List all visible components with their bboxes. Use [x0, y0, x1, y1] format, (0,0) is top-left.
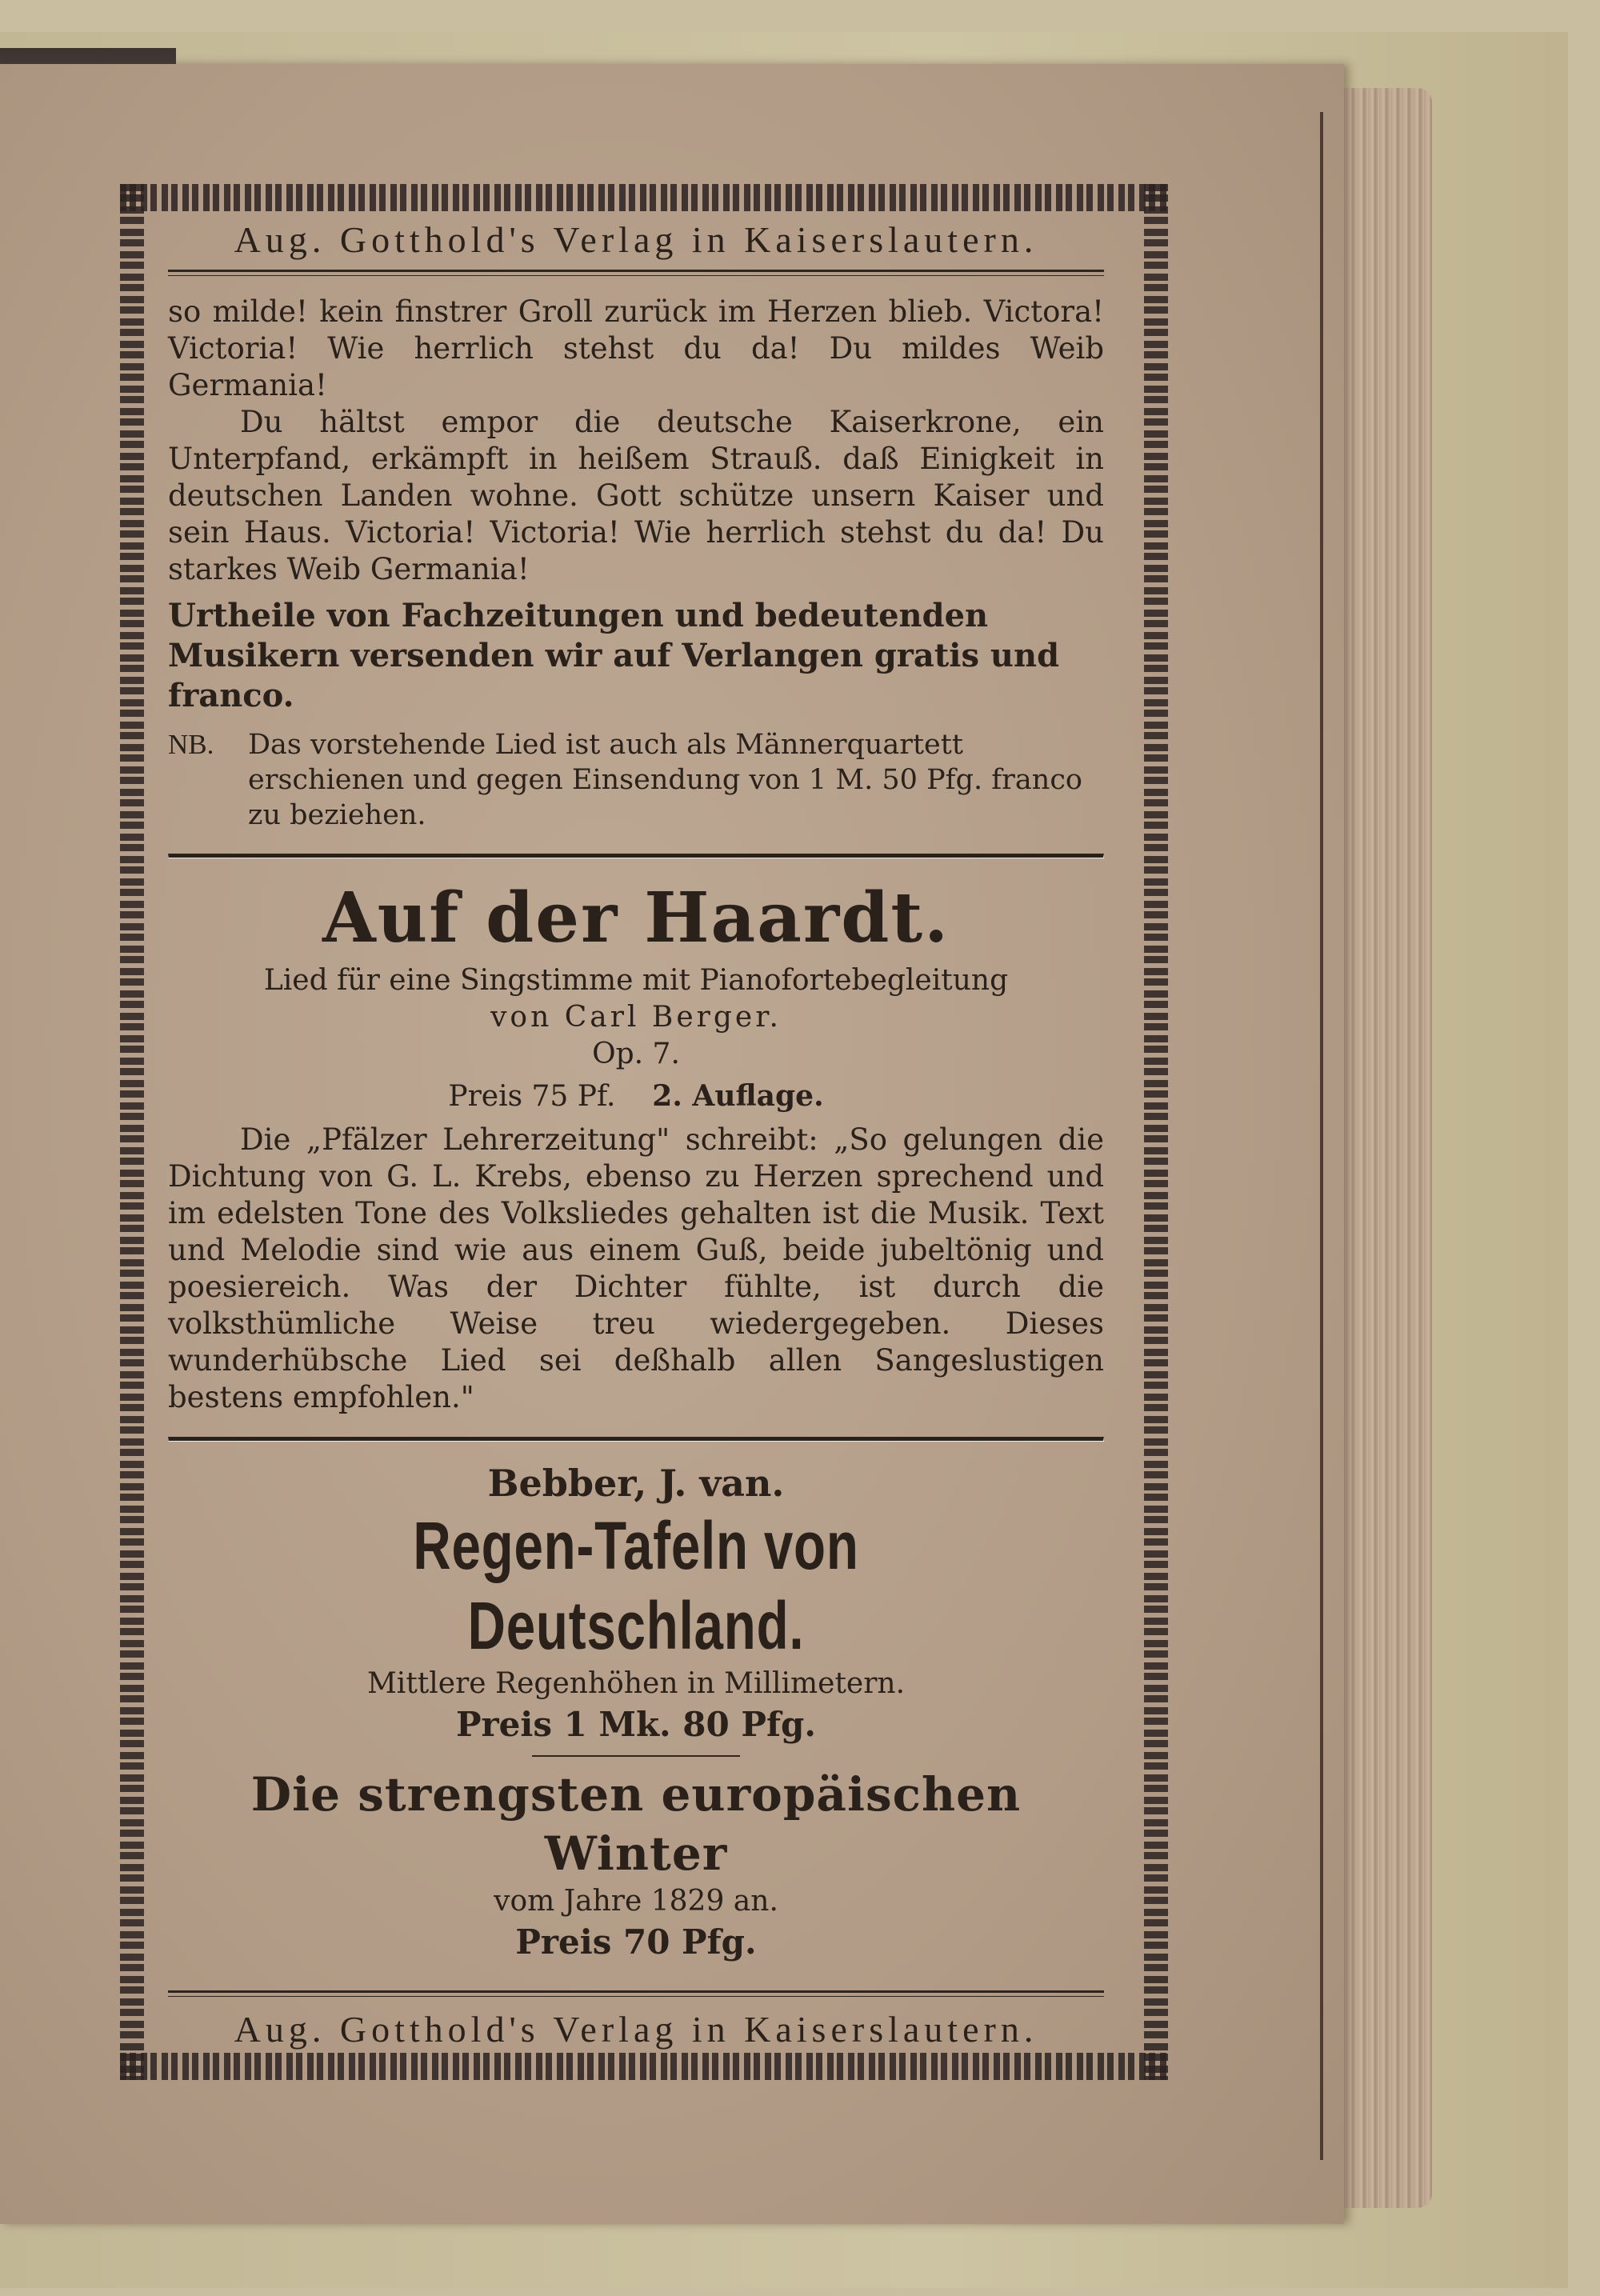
nb-note — [168, 727, 1104, 833]
winter-subtitle: vom Jahre 1829 an. — [494, 1885, 778, 1918]
winter-title: Die strengsten europäischen Winter — [250, 1767, 1022, 1881]
haardt-title: Auf der Haardt. — [322, 878, 950, 958]
reviews-note: Urtheile von Fachzeitungen und bedeutenden Musikern versenden wir auf Verlangen gratis und franco. — [168, 597, 1060, 714]
song-stanza-1: so milde! kein finstrer Groll zurück im Herzen blieb. Victora! Victoria! Wie herrlich stehst du da! Du mildes Weib Germania! — [168, 294, 1104, 402]
ornament-right-border — [1144, 184, 1168, 2080]
ornament-left-border — [120, 184, 144, 2080]
nb-text: Das vorstehende Lied ist auch als Männerquartett erschienen und gegen Einsendung von 1 M. 50 Pfg. franco zu beziehen. — [248, 729, 1082, 831]
haardt-subtitle: Lied für eine Singstimme mit Pianofortebegleitung — [263, 964, 1009, 997]
ornament-top-border — [120, 184, 1168, 211]
regen-tafeln-price: Preis 1 Mk. 80 Pfg. — [455, 1705, 817, 1744]
short-divider — [532, 1755, 740, 1757]
haardt-opus: Op. 7. — [592, 1038, 680, 1070]
advertisement-page — [168, 212, 1104, 2060]
publisher-footer: Aug. Gotthold's Verlag in Kaiserslautern. — [234, 2009, 1038, 2050]
haardt-price-line — [168, 1078, 1104, 1115]
nb-label: NB. — [168, 729, 214, 760]
song-stanza-2: Du hältst empor die deutsche Kaiserkrone, ein Unterpfand, erkämpft in heißem Strauß. daß Einigkeit in deutschen Landen wohne. Gott schütze unsern Kaiser und sein Haus. Victoria! Victoria! Wie herrlich stehst du da! Du starkes Weib Germania! — [168, 405, 1104, 586]
header-rule — [168, 270, 1104, 276]
haardt-composer: von Carl Berger. — [490, 1001, 782, 1034]
regen-tafeln-subtitle: Mittlere Regenhöhen in Millimetern. — [366, 1667, 906, 1700]
publisher-header: Aug. Gotthold's Verlag in Kaiserslautern. — [234, 219, 1038, 260]
footer-rule — [168, 1990, 1104, 1997]
regen-tafeln-title: Regen-Tafeln von Deutschland. — [413, 1508, 859, 1663]
bebber-author: Bebber, J. van. — [487, 1462, 785, 1505]
page-gutter-line — [1320, 112, 1323, 2160]
winter-price: Preis 70 Pfg. — [515, 1922, 757, 1962]
haardt-price: Preis 75 Pf. — [448, 1080, 616, 1113]
haardt-edition: 2. Auflage. — [652, 1079, 824, 1113]
haardt-review: Die „Pfälzer Lehrerzeitung" schreibt: „So gelungen die Dichtung von G. L. Krebs, ebenso zu Herzen sprechend und im edelsten Tone des Volksliedes gehalten ist die Musik. Text und Melodie sind wie aus einem Guß, beide jubeltönig und poesiereich. Was der Dichter fühlte, ist durch die volksthümliche Weise treu wiedergegeben. Dieses wunderhübsche Lied sei deßhalb allen Sangeslustigen bestens empfohlen." — [168, 1122, 1104, 1414]
